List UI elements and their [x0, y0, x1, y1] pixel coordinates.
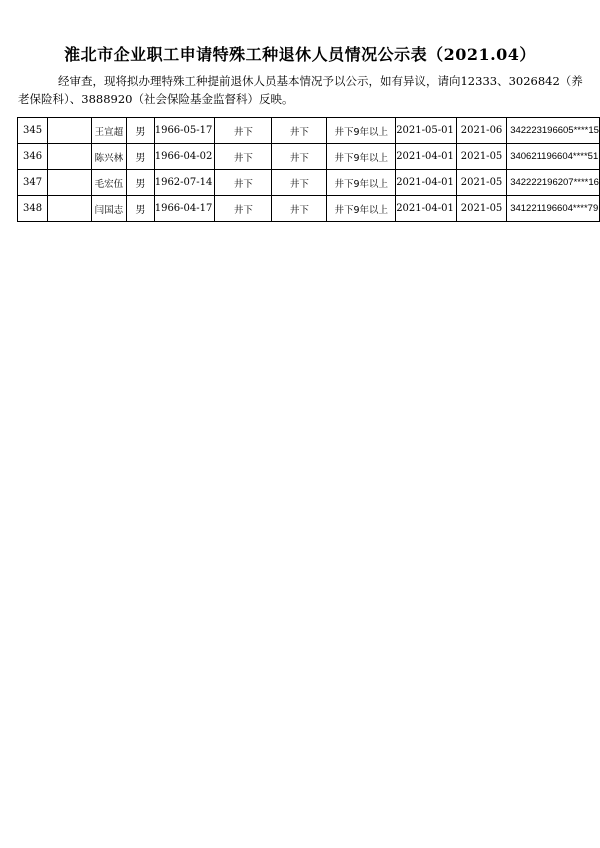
unit-cell: [48, 170, 91, 196]
years-cell: 井下9年以上: [327, 118, 396, 144]
row-number: 346: [18, 144, 48, 170]
retire-date-cell: 2021-05-01: [396, 118, 457, 144]
gender-cell: 男: [127, 118, 155, 144]
id-number-cell: 341221196604****79: [507, 196, 600, 222]
table-row: [18, 170, 600, 196]
retire-date-cell: 2021-04-01: [396, 170, 457, 196]
retire-date-cell: 2021-04-01: [396, 144, 457, 170]
name-cell: 闫国志: [91, 196, 127, 222]
start-month-cell: 2021-05: [456, 196, 506, 222]
notice-paragraph: 经审查，现将拟办理特殊工种提前退休人员基本情况予以公示，如有异议，请向12333、3026842（养老保险科）、3888920（社会保险基金监督科）反映。: [18, 74, 583, 106]
work-type-cell: 井下: [215, 170, 272, 196]
work-type-cell: 井下: [215, 144, 272, 170]
table-row: [18, 118, 600, 144]
start-month-cell: 2021-05: [456, 170, 506, 196]
years-cell: 井下9年以上: [327, 144, 396, 170]
table-row: [18, 144, 600, 170]
start-month-cell: 2021-06: [456, 118, 506, 144]
page-title: 淮北市企业职工申请特殊工种退休人员情况公示表（2021.04）: [64, 45, 536, 64]
years-cell: 井下9年以上: [327, 196, 396, 222]
gender-cell: 男: [127, 170, 155, 196]
id-number-cell: 342223196605****15: [507, 118, 600, 144]
work-type-cell: 井下: [215, 118, 272, 144]
years-cell: 井下9年以上: [327, 170, 396, 196]
unit-cell: [48, 196, 91, 222]
row-number: 347: [18, 170, 48, 196]
birth-date-cell: 1966-04-17: [154, 196, 215, 222]
id-number-cell: 342222196207****16: [507, 170, 600, 196]
retire-date-cell: 2021-04-01: [396, 196, 457, 222]
name-cell: 陈兴林: [91, 144, 127, 170]
name-cell: 毛宏伍: [91, 170, 127, 196]
row-number: 345: [18, 118, 48, 144]
name-cell: 王宣超: [91, 118, 127, 144]
work-position-cell: 井下: [272, 170, 327, 196]
work-position-cell: 井下: [272, 196, 327, 222]
row-number: 348: [18, 196, 48, 222]
gender-cell: 男: [127, 196, 155, 222]
unit-cell: [48, 144, 91, 170]
table-row: [18, 196, 600, 222]
birth-date-cell: 1962-07-14: [154, 170, 215, 196]
retirees-table: [17, 117, 600, 222]
id-number-cell: 340621196604****51: [507, 144, 600, 170]
birth-date-cell: 1966-04-02: [154, 144, 215, 170]
start-month-cell: 2021-05: [456, 144, 506, 170]
work-position-cell: 井下: [272, 144, 327, 170]
work-position-cell: 井下: [272, 118, 327, 144]
gender-cell: 男: [127, 144, 155, 170]
unit-cell: [48, 118, 91, 144]
birth-date-cell: 1966-05-17: [154, 118, 215, 144]
work-type-cell: 井下: [215, 196, 272, 222]
